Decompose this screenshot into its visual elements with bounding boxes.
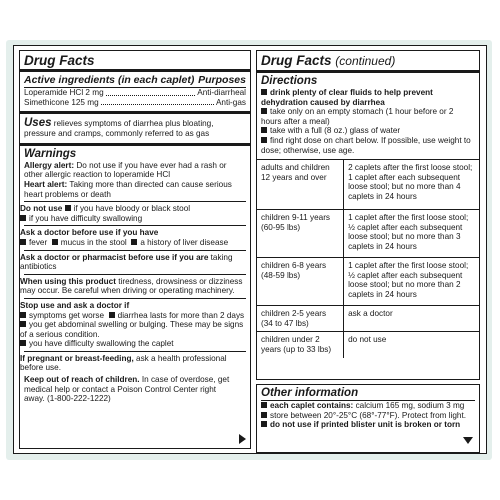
bullet-icon — [261, 127, 267, 133]
bullet-icon — [261, 421, 267, 427]
dosing-table — [257, 159, 479, 358]
bullet-icon — [20, 340, 26, 346]
bullet-icon — [52, 239, 58, 245]
table-row: children 9-11 years (60-95 lbs) 1 caplet after the first loose stool; ½ caplet after each subsequent loose stool; but no more than 3 caplets in 24 hours — [257, 210, 479, 258]
table-row: children 2-5 years (34 to 47 lbs) ask a doctor — [257, 306, 479, 332]
bullet-icon — [261, 412, 267, 418]
bullet-icon — [131, 239, 137, 245]
ingredient-row: Loperamide HCl 2 mg Anti-diarrheal — [24, 88, 246, 97]
bullet-icon — [261, 89, 267, 95]
table-row: children under 2 years (up to 33 lbs) do not use — [257, 332, 479, 358]
bullet-icon — [261, 137, 267, 143]
bullet-icon — [261, 108, 267, 114]
directions-box: Drug Facts (continued) Directions drink plenty of clear fluids to help prevent dehydration caused by diarrhea take only on an empty stomach (1 hour before or 2 hours after a meal) take with a full (8 oz.) glass of water find right dose on chart below. If possible, use weight to dose; otherwise, use age. adults and children 12 years and over 2 caplets after the first loose stool; 1 caplet after each subsequent loose stool; but no more than 4 caplets in 24 hours children 9-11 years (60-95 lbs) 1 caplet after the first loose stool; ½ caplet after each subsequent loose stool; but no more than 3 caplets in 24 hours children 6-8 years (48-59 lbs) 1 caplet after the first loose stool; ½ caplet after each subsequent loose stool; but no more than 2 caplets in 24 hours children 2-5 years (34 to 47 lbs) ask a doctor children under 2 years (up to 33 lbs) do not use — [256, 50, 480, 380]
bullet-icon — [20, 215, 26, 221]
active-ingredients-heading: Active ingredients (in each caplet) — [24, 74, 195, 86]
left-panel — [19, 50, 251, 449]
uses-text: relieves symptoms of diarrhea plus bloating, pressure and cramps, commonly referred to as gas — [24, 119, 214, 139]
bullet-icon — [261, 402, 267, 408]
bullet-icon — [20, 321, 26, 327]
directions-heading: Directions — [261, 75, 318, 87]
right-panel — [256, 50, 480, 449]
drug-facts-label — [13, 45, 487, 454]
active-ingredients-section — [20, 72, 250, 111]
other-information-box: Other information each caplet contains: calcium 165 mg, sodium 3 mg store between 20°-25°C (68°-77°F). Protect from light. do not use if printed blister unit is broken or torn — [256, 384, 480, 453]
bullet-icon — [65, 205, 71, 211]
table-row: children 6-8 years (48-59 lbs) 1 caplet after the first loose stool; ½ caplet after each subsequent loose stool; but no more than 2 caplets in 24 hours — [257, 258, 479, 306]
bullet-icon — [109, 312, 115, 318]
uses-section — [20, 114, 250, 143]
drug-facts-continued-title: Drug Facts (continued) — [261, 53, 396, 68]
bullet-icon — [20, 239, 26, 245]
purposes-heading: Purposes — [198, 74, 246, 86]
drug-facts-title: Drug Facts — [24, 53, 95, 68]
continue-arrow-icon — [239, 434, 246, 444]
table-row: adults and children 12 years and over 2 caplets after the first loose stool; 1 caplet after each subsequent loose stool; but no more than 4 caplets in 24 hours — [257, 160, 479, 210]
bullet-icon — [20, 312, 26, 318]
continue-down-arrow-icon — [463, 437, 473, 444]
ingredient-row: Simethicone 125 mg Anti-gas — [24, 97, 246, 107]
warnings-section: Warnings Allergy alert: Do not use if you have ever had a rash or other allergic reaction to loperamide HCl Heart alert: Taking more than directed can cause serious heart problems or death Do not use if you have bloody or black stool if you have difficulty swallowing Ask a doctor before use if you have fever mucus in the stool a history of liver disease Ask a doctor or pharmacist before use if you are taking antibiotics When using this product tiredness, drowsiness or dizziness may occur. Be careful when driving or operating machinery. Stop use and ask a doctor if symptoms get worse diarrhea lasts for more than 2 days you get abdominal swelling or bulging. These may be signs of a serious condition. you have difficulty swallowing the caplet If pregnant or breast-feeding, ask a health professional before use. Keep out of reach of children. In case of overdose, get medical help or contact a Poison Control Center right away. (1-800-222-1222) — [20, 146, 250, 404]
warnings-heading: Warnings — [24, 147, 77, 160]
other-information-heading: Other information — [261, 387, 359, 399]
uses-heading: Uses — [24, 117, 52, 130]
